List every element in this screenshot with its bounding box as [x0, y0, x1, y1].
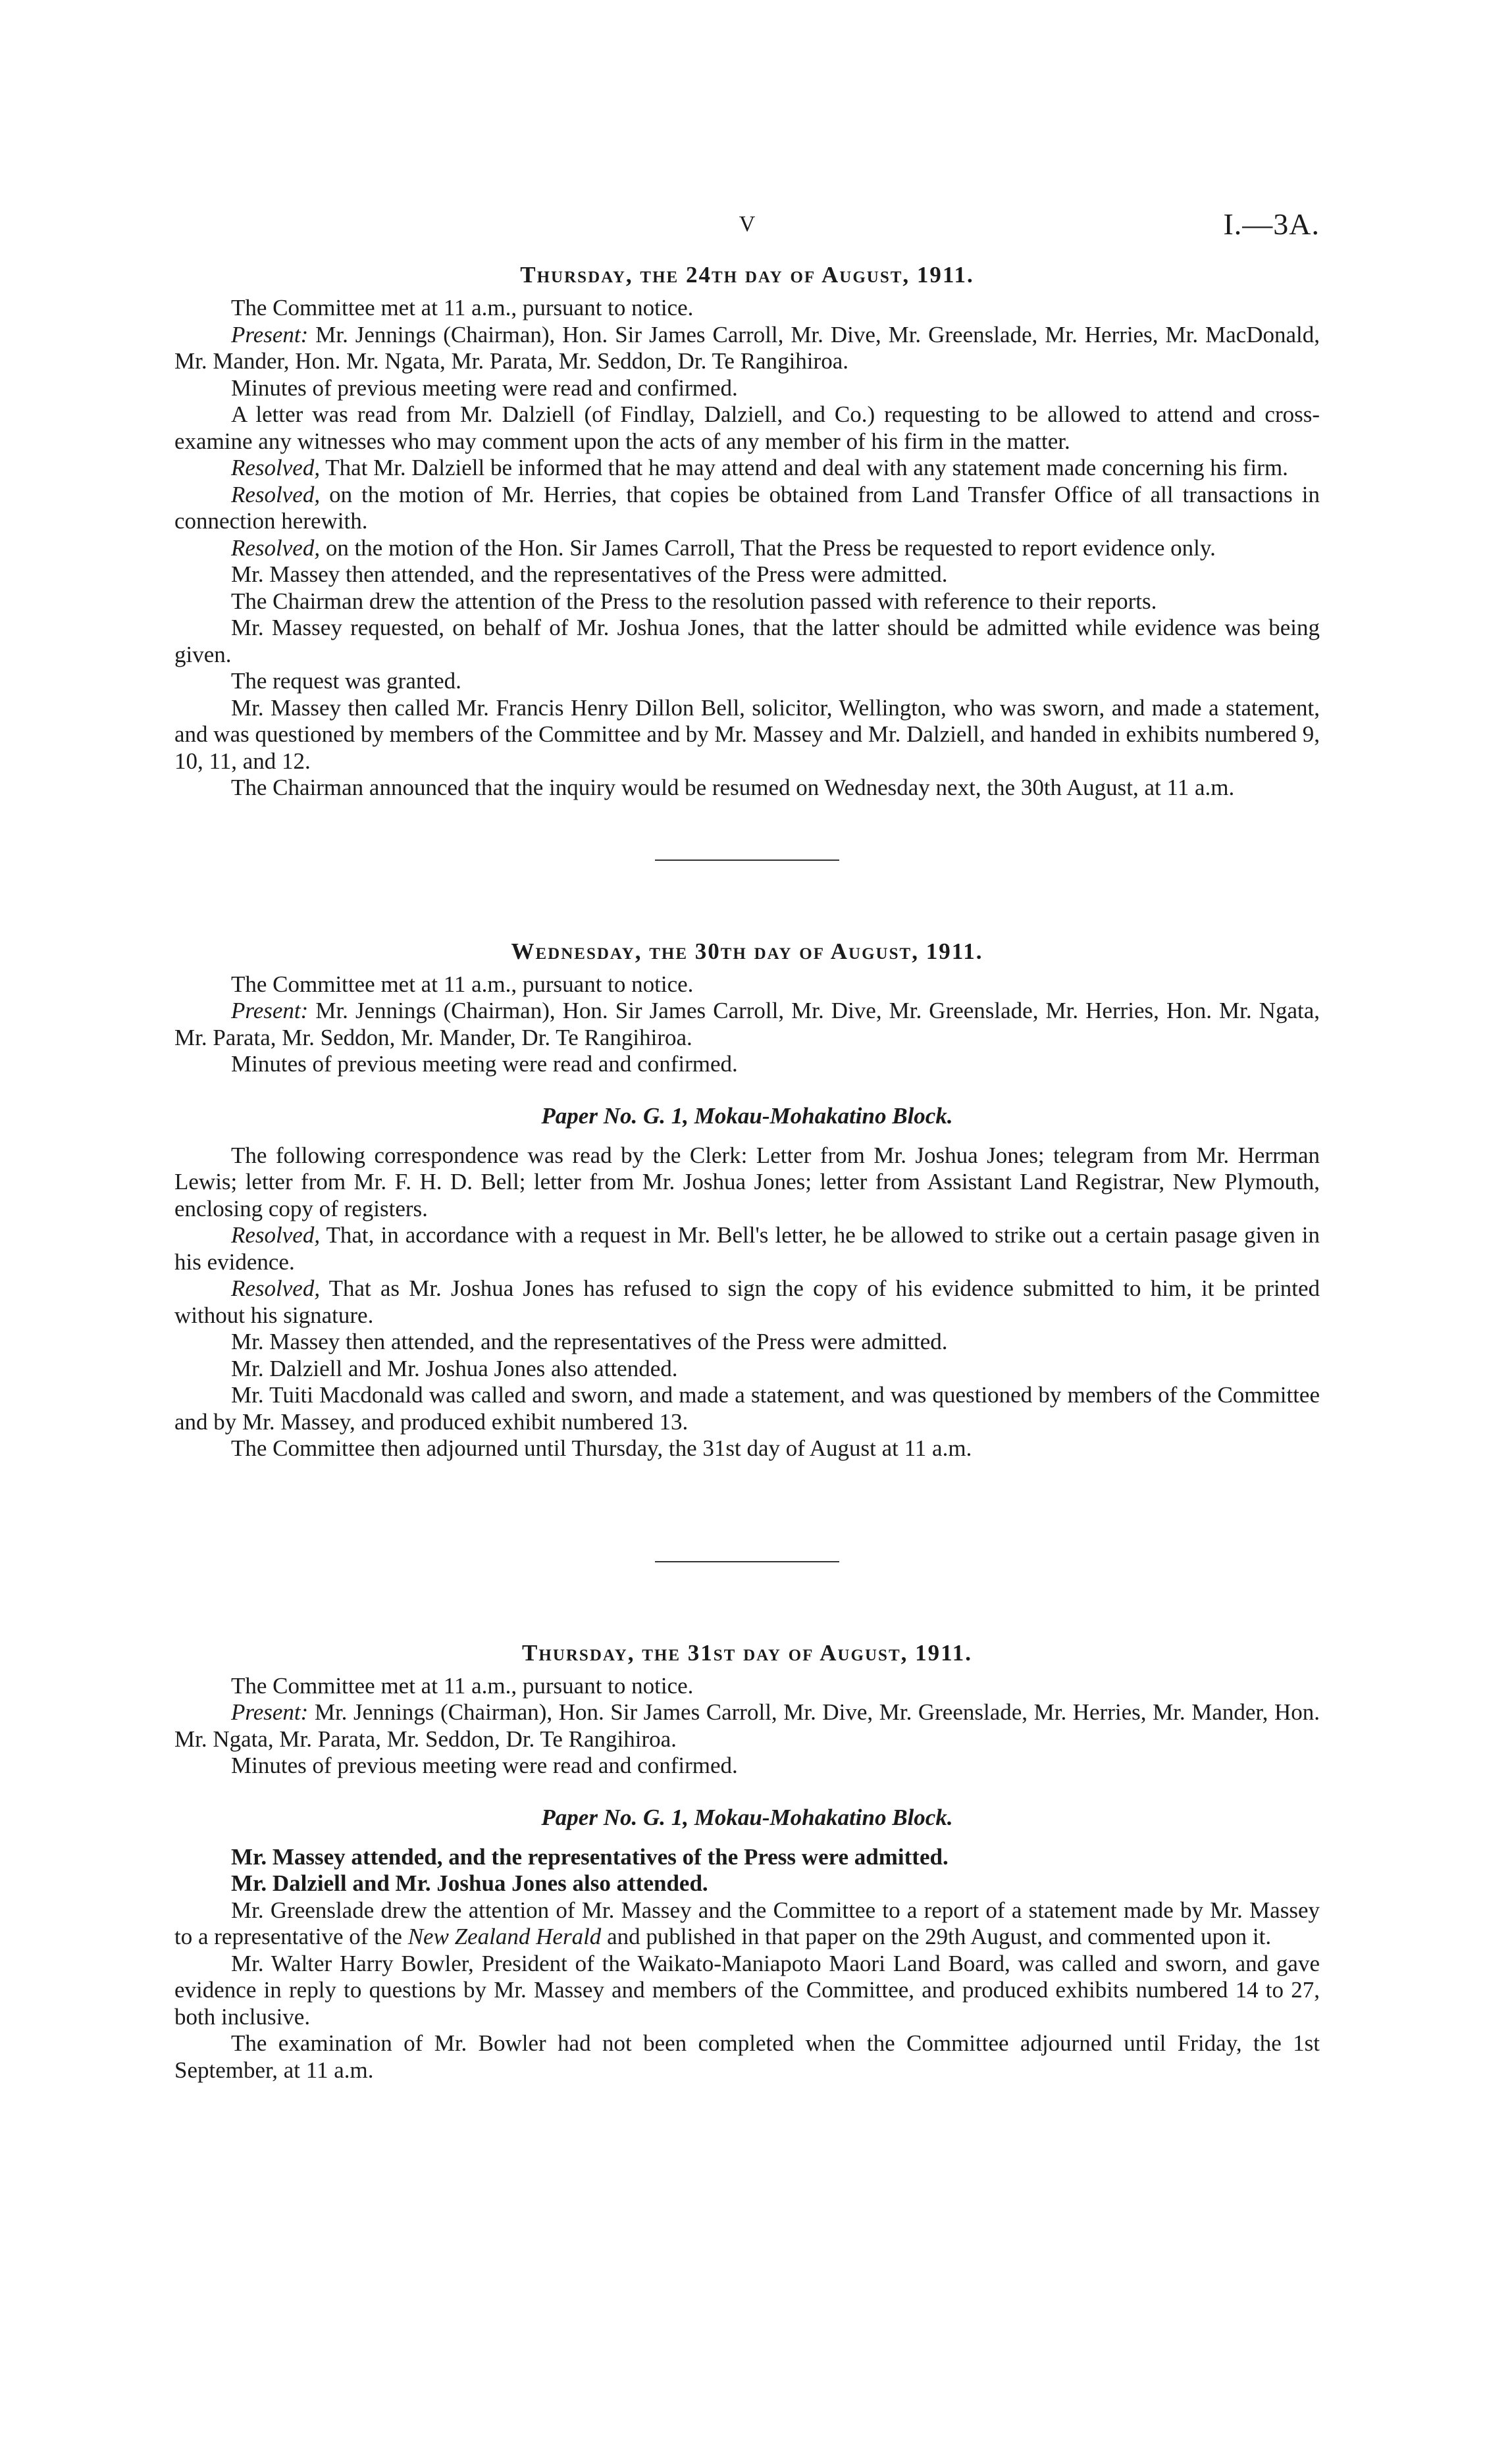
- newspaper-title: New Zealand Herald: [407, 1924, 602, 1949]
- paragraph: Mr. Tuiti Macdonald was called and sworn, and made a statement, and was questioned by members of the Committee and by Mr. Massey, and produced exhibit numbered 13.: [174, 1382, 1320, 1435]
- paragraph-text: Mr. Jennings (Chairman), Hon. Sir James Carroll, Mr. Dive, Mr. Greenslade, Mr. Herries, Mr. MacDonald, Mr. Mander, Hon. Mr. Ngata, Mr. Parata, Mr. Seddon, Dr. Te Rangihiroa.: [174, 321, 1320, 374]
- paragraph: The Committee then adjourned until Thursday, the 31st day of August at 11 a.m.: [231, 1435, 972, 1461]
- document-page: [174, 197, 1320, 2084]
- paragraph: Minutes of previous meeting were read and confirmed.: [231, 1051, 738, 1077]
- paragraph: Mr. Massey then called Mr. Francis Henry Dillon Bell, solicitor, Wellington, who was sworn, and made a statement, and was questioned by members of the Committee and by Mr. Massey and Mr. Dalziell, and handed in exhibits numbered 9, 10, 11, and 12.: [174, 694, 1320, 774]
- paragraph-text: Mr. Jennings (Chairman), Hon. Sir James Carroll, Mr. Dive, Mr. Greenslade, Mr. Herries, Mr. Mander, Hon. Mr. Ngata, Mr. Parata, Mr. Seddon, Dr. Te Rangihiroa.: [174, 1699, 1320, 1752]
- section-separator: [655, 1561, 839, 1562]
- page-number: V: [739, 212, 756, 236]
- paragraph: Mr. Walter Harry Bowler, President of the Waikato-Maniapoto Maori Land Board, was called and sworn, and gave evidence in reply to questions by Mr. Massey and members of the Committee, and produced exhibits numbered 14 to 27, both inclusive.: [174, 1950, 1320, 2030]
- document-reference: I.—3A.: [1223, 207, 1320, 241]
- paragraph: [174, 482, 1320, 535]
- paragraph-text: and published in that paper on the 29th August, and commented upon it.: [601, 1924, 1272, 1949]
- section-separator: [655, 860, 839, 861]
- paragraph: Mr. Massey requested, on behalf of Mr. Joshua Jones, that the latter should be admitted while evidence was being given.: [174, 615, 1320, 667]
- paragraph: [174, 322, 1320, 375]
- paragraph: Mr. Dalziell and Mr. Joshua Jones also attended.: [231, 1870, 708, 1896]
- paragraph: The examination of Mr. Bowler had not been completed when the Committee adjourned until Friday, the 1st September, at 11 a.m.: [174, 2030, 1320, 2083]
- paragraph: The Committee met at 11 a.m., pursuant to notice.: [231, 971, 694, 997]
- paragraph: [174, 1897, 1320, 1951]
- section-3-date: Thursday, the 31st day of August, 1911.: [522, 1639, 972, 1666]
- paragraph: Mr. Massey attended, and the representatives of the Press were admitted.: [231, 1843, 949, 1870]
- paragraph-lead: Resolved,: [231, 481, 321, 507]
- paragraph-lead: Resolved,: [231, 534, 321, 561]
- minutes-section-3: [174, 1640, 1320, 2084]
- paragraph: A letter was read from Mr. Dalziell (of Findlay, Dalziell, and Co.) requesting to be allowed to attend and cross-examine any witnesses who may comment upon the acts of any member of his firm in the matter.: [174, 401, 1320, 454]
- paragraph-text: on the motion of Mr. Herries, that copies be obtained from Land Transfer Office of all transactions in connection herewith.: [174, 481, 1320, 534]
- paragraph: The Committee met at 11 a.m., pursuant to notice.: [231, 1672, 694, 1699]
- section-1-date: Thursday, the 24th day of August, 1911.: [520, 262, 974, 288]
- paragraph: Mr. Massey then attended, and the representatives of the Press were admitted.: [231, 1329, 948, 1354]
- paragraph: Minutes of previous meeting were read and confirmed.: [231, 1753, 738, 1778]
- paragraph-lead: Resolved,: [231, 1222, 321, 1248]
- page-header: [174, 197, 1320, 250]
- minutes-section-1: [174, 262, 1320, 802]
- paragraph-text: That Mr. Dalziell be informed that he may attend and deal with any statement made concerning his firm.: [320, 455, 1288, 480]
- paragraph: The Chairman drew the attention of the Press to the resolution passed with reference to their reports.: [231, 588, 1157, 614]
- paragraph-lead: Present:: [231, 998, 309, 1023]
- paragraph: [174, 535, 1320, 562]
- paragraph: Mr. Massey then attended, and the representatives of the Press were admitted.: [231, 561, 948, 587]
- paragraph-lead: Present:: [231, 1699, 309, 1725]
- section-3-subheading: Paper No. G. 1, Mokau-Mohakatino Block.: [541, 1804, 953, 1830]
- paragraph-text: Mr. Jennings (Chairman), Hon. Sir James Carroll, Mr. Dive, Mr. Greenslade, Mr. Herries, Hon. Mr. Ngata, Mr. Parata, Mr. Seddon, Mr. Mander, Dr. Te Rangihiroa.: [174, 998, 1320, 1050]
- paragraph: The Committee met at 11 a.m., pursuant to notice.: [231, 295, 694, 321]
- paragraph: [174, 1222, 1320, 1275]
- paragraph-text: on the motion of the Hon. Sir James Carroll, That the Press be requested to report evidence only.: [320, 534, 1216, 561]
- minutes-section-2: [174, 938, 1320, 1462]
- paragraph: The Chairman announced that the inquiry would be resumed on Wednesday next, the 30th August, at 11 a.m.: [231, 775, 1235, 800]
- bold-paragraph-group: [174, 1844, 1320, 1897]
- paragraph: [174, 1275, 1320, 1329]
- paragraph: The request was granted.: [231, 668, 461, 694]
- paragraph: [174, 455, 1320, 482]
- paragraph-text: That as Mr. Joshua Jones has refused to sign the copy of his evidence submitted to him, it be printed without his signature.: [174, 1275, 1320, 1328]
- paragraph-lead: Resolved,: [231, 1275, 321, 1301]
- paragraph-lead: Present:: [231, 321, 309, 347]
- paragraph-lead: Resolved,: [231, 455, 321, 480]
- paragraph: Minutes of previous meeting were read and confirmed.: [231, 374, 738, 401]
- paragraph-text: Mr. Greenslade drew the attention of Mr. Massey and the Committee to a report of a statement made by Mr. Massey to a representative of the: [174, 1897, 1320, 1949]
- paragraph: Mr. Dalziell and Mr. Joshua Jones also attended.: [231, 1355, 678, 1381]
- section-2-subheading: Paper No. G. 1, Mokau-Mohakatino Block.: [541, 1102, 953, 1129]
- paragraph: The following correspondence was read by the Clerk: Letter from Mr. Joshua Jones; telegram from Mr. Herrman Lewis; letter from Mr. F. H. D. Bell; letter from Mr. Joshua Jones; letter from Assistant Land Registrar, New Plymouth, enclosing copy of registers.: [174, 1142, 1320, 1221]
- section-2-date: Wednesday, the 30th day of August, 1911.: [511, 938, 983, 964]
- paragraph-text: That, in accordance with a request in Mr. Bell's letter, he be allowed to strike out a certain pasage given in his evidence.: [174, 1222, 1320, 1275]
- paragraph: [174, 1699, 1320, 1753]
- paragraph: [174, 998, 1320, 1051]
